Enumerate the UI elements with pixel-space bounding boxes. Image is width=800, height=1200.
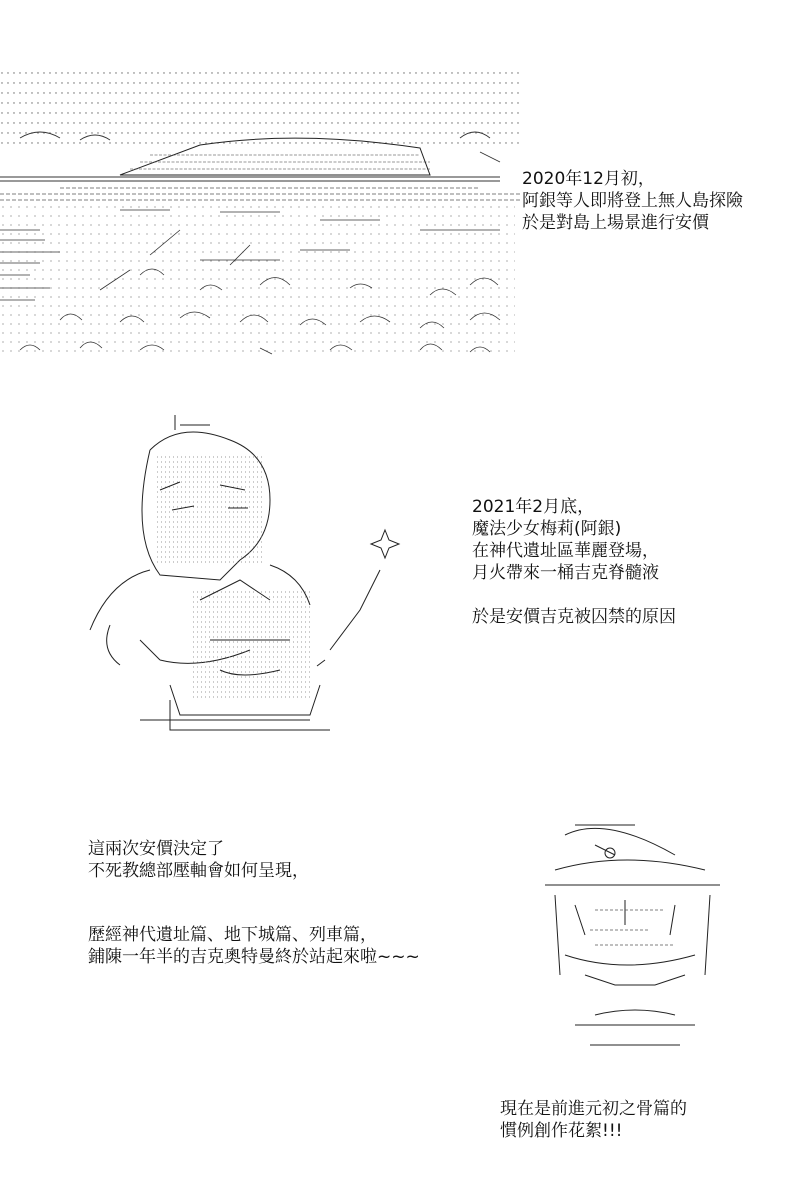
caption-line: 鋪陳一年半的吉克奧特曼終於站起來啦~~~ [88, 947, 420, 967]
panel3-caption [88, 838, 420, 968]
caption-line: 現在是前進元初之骨篇的 [500, 1099, 687, 1119]
caption-line: 2021年2月底， [472, 497, 595, 517]
panel1-caption [522, 168, 743, 234]
panel2-caption [472, 496, 676, 628]
magical-girl-ascii-art [80, 400, 410, 750]
caption-line: 於是對島上場景進行安價 [522, 213, 709, 233]
caption-line: 魔法少女梅莉(阿銀) [472, 519, 622, 539]
caption-line: 這兩次安價決定了 [88, 839, 224, 859]
caption-line: 不死教總部壓軸會如何呈現， [88, 861, 309, 881]
panel4-caption [500, 1098, 687, 1142]
caption-line: 阿銀等人即將登上無人島探險 [522, 191, 743, 211]
caption-line: 慣例創作花絮!!! [500, 1121, 623, 1141]
island-landscape-ascii-art [0, 60, 525, 370]
chibi-character-ascii-art [535, 815, 725, 1065]
caption-line: 月火帶來一桶吉克脊髓液 [472, 563, 659, 583]
caption-line: 在神代遺址區華麗登場， [472, 541, 659, 561]
caption-line: 於是安價吉克被囚禁的原因 [472, 607, 676, 627]
caption-line: 2020年12月初， [522, 169, 655, 189]
caption-line: 歷經神代遺址篇、地下城篇、列車篇， [88, 925, 377, 945]
